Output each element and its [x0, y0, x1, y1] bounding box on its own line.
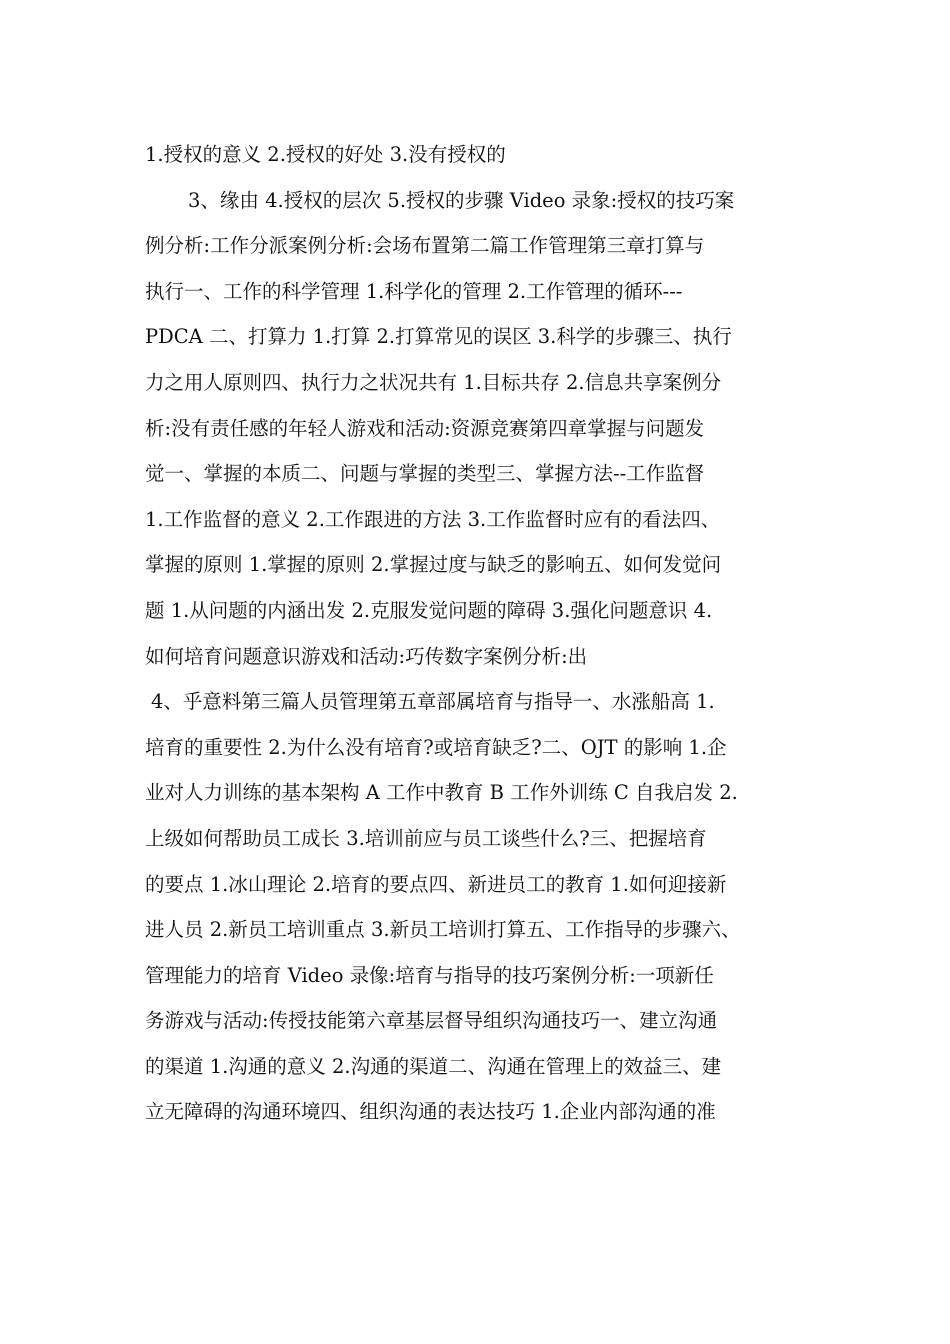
text-line: 管理能力的培育 Video 录像:培育与指导的技巧案例分析:一项新任: [145, 963, 714, 987]
text-line: 如何培育问题意识游戏和活动:巧传数字案例分析:出: [145, 644, 588, 668]
text-line: 例分析:工作分派案例分析:会场布置第二篇工作管理第三章打算与: [145, 234, 705, 258]
text-line: 执行一、工作的科学管理 1.科学化的管理 2.工作管理的循环---: [145, 279, 683, 303]
text-line: 培育的重要性 2.为什么没有培育?或培育缺乏?二、OJT 的影响 1.企: [145, 735, 727, 759]
text-line: PDCA 二、打算力 1.打算 2.打算常见的误区 3.科学的步骤三、执行: [145, 325, 732, 349]
text-line: 立无障碍的沟通环境四、组织沟通的表达技巧 1.企业内部沟通的准: [145, 1100, 716, 1124]
text-line: 3、缘由 4.授权的层次 5.授权的步骤 Video 录象:授权的技巧案: [188, 188, 735, 212]
text-line: 的要点 1.冰山理论 2.培育的要点四、新进员工的教育 1.如何迎接新: [145, 872, 727, 896]
text-line: 4、乎意料第三篇人员管理第五章部属培育与指导一、水涨船高 1.: [151, 690, 715, 714]
text-line: 1.工作监督的意义 2.工作跟进的方法 3.工作监督时应有的看法四、: [145, 507, 721, 531]
text-line: 题 1.从问题的内涵出发 2.克服发觉问题的障碍 3.强化问题意识 4.: [145, 598, 713, 622]
text-line: 上级如何帮助员工成长 3.培训前应与员工谈些什么?三、把握培育: [145, 826, 707, 850]
text-line: 进人员 2.新员工培训重点 3.新员工培训打算五、工作指导的步骤六、: [145, 918, 741, 942]
text-line: 的渠道 1.沟通的意义 2.沟通的渠道二、沟通在管理上的效益三、建: [145, 1054, 722, 1078]
text-line: 力之用人原则四、执行力之状况共有 1.目标共存 2.信息共享案例分: [145, 370, 722, 394]
body-text: [145, 132, 810, 1135]
text-line: 务游戏与活动:传授技能第六章基层督导组织沟通技巧一、建立沟通: [145, 1009, 718, 1033]
text-line: 析:没有责任感的年轻人游戏和活动:资源竞赛第四章掌握与问题发: [145, 416, 705, 440]
text-line: 觉一、掌握的本质二、问题与掌握的类型三、掌握方法--工作监督: [145, 462, 705, 486]
text-line: 掌握的原则 1.掌握的原则 2.掌握过度与缺乏的影响五、如何发觉问: [145, 553, 722, 577]
text-line: 业对人力训练的基本架构 A 工作中教育 B 工作外训练 C 自我启发 2.: [145, 781, 738, 805]
text-line: 1.授权的意义 2.授权的好处 3.没有授权的: [145, 143, 506, 166]
